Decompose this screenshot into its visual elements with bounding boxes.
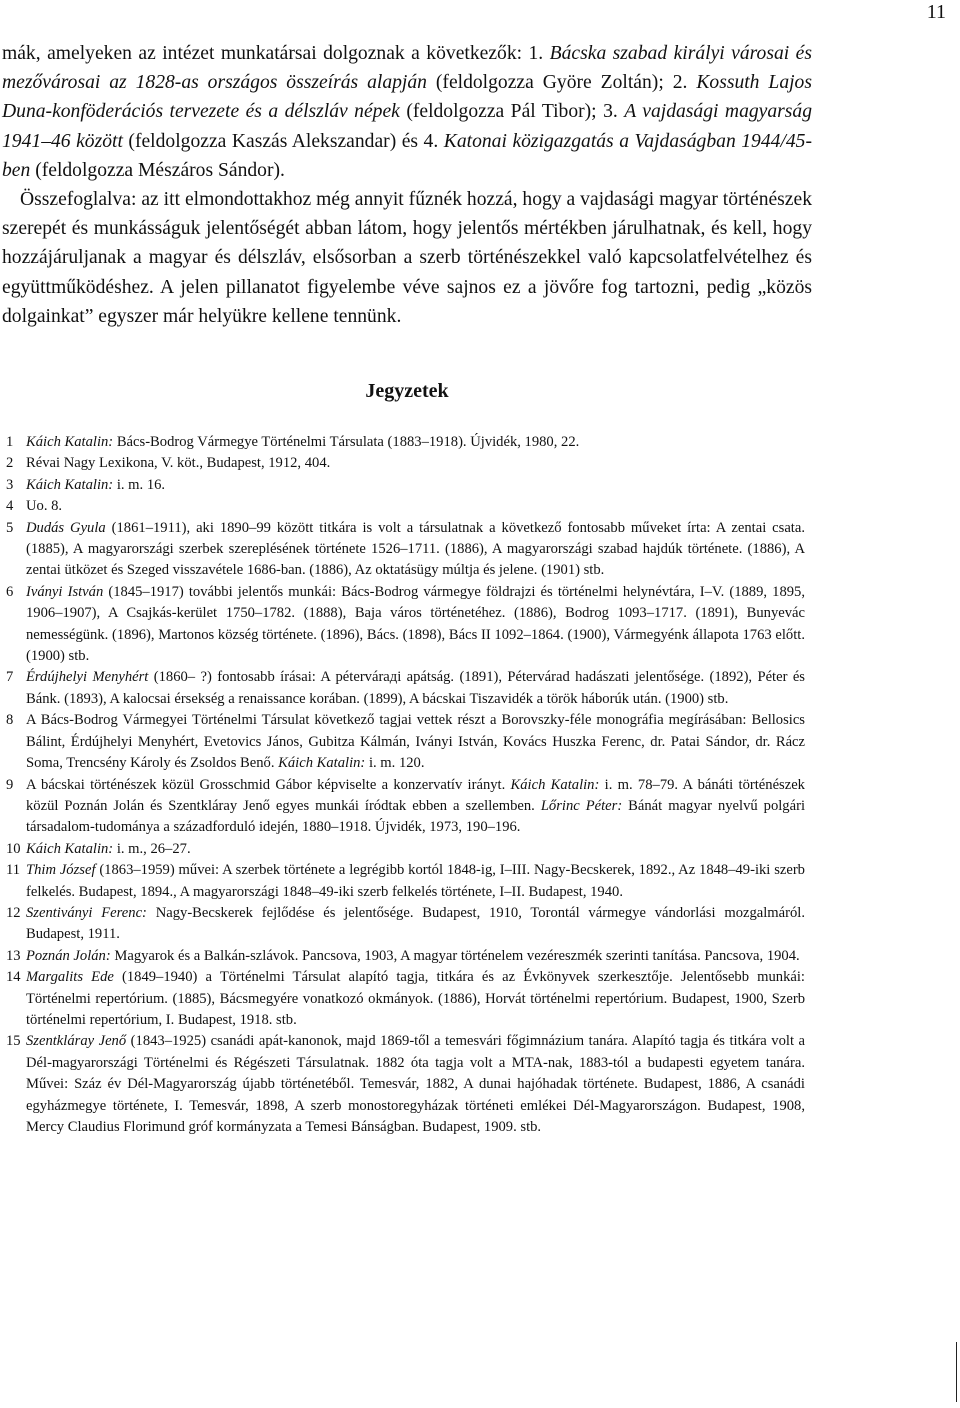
notes-list bbox=[0, 432, 805, 1138]
note-body: i. m., 26–27. bbox=[113, 840, 191, 857]
note-number: 11 bbox=[6, 862, 21, 879]
note-body: Bács-Bodrog Vármegye Történelmi Társulata (1883–1918). Újvidék, 1980, 22. bbox=[113, 434, 580, 450]
note-text bbox=[26, 582, 805, 668]
note-number: 1 bbox=[6, 434, 14, 450]
note-text bbox=[26, 667, 805, 710]
note-number: 2 bbox=[6, 455, 14, 472]
title-italic: A vajdasági magyarság 1941–46 között bbox=[2, 101, 813, 152]
note-author: Szentkláray Jenő bbox=[26, 1033, 127, 1050]
note-item bbox=[0, 710, 805, 774]
note-number: 14 bbox=[6, 969, 21, 986]
note-text bbox=[26, 710, 805, 774]
note-author: Káich Katalin: bbox=[510, 776, 600, 793]
note-body: (1863–1959) művei: A szerbek története a legrégibb kortól 1848-ig, I–III. Nagy-Becskerek, 1892., Az 1848–49-iki szerb felkelés. Budapest, 1894., A magyarországi 1848–49-iki szerb felkelés története, I–II. Budapest, 1940. bbox=[26, 862, 805, 900]
note-body: (1843–1925) csanádi apát-kanonok, majd 1869-től a temesvári főgimnázium tanára. Alapító tagja és titkára volt a Dél-magyarországi Történelmi és Régészeti Társulatnak. 1882 óta tagja volt a MTA-nak, 1883-tól a budapesti egyetem tanára. Művei: Száz év Dél-Magyarország újabb történetéből. Temesvár, 1882, A dunai hajóhadak története. Budapest, 1886, A csanádi egyházmegye története, I. Temesvár, 1898, A szerb monostoregyházak történeti emlékei Dél-Magyarországon. Budapest, 1908, Mercy Claudius Florimund gróf kormányzata a Temesi Bánságban. Budapest, 1909. stb. bbox=[26, 1033, 805, 1135]
margin-line bbox=[956, 1342, 957, 1402]
note-text bbox=[26, 903, 805, 946]
note-text bbox=[26, 518, 805, 582]
note-body: A Bács-Bodrog Vármegyei Történelmi Társulat következő tagjai vettek részt a Borovszky-féle monográfia megírásában: Bellosics Bálint, Érdújhelyi Menyhért, Evetovics János, Gubitza Kálmán, Iványi István, Kovács Huszka Ferenc, dr. Patai Sándor, dr. Rácz Soma, Trencsény Károly és Zsoldos Benő. bbox=[26, 712, 805, 772]
note-text bbox=[26, 860, 805, 903]
note-item bbox=[0, 667, 805, 710]
note-number: 12 bbox=[6, 904, 21, 921]
text-run: (feldolgozza Györe Zoltán); 2. bbox=[426, 72, 697, 94]
note-author: Szentiványi Ferenc: bbox=[26, 904, 147, 921]
note-item bbox=[0, 860, 805, 903]
note-body: i. m. 120. bbox=[365, 755, 425, 772]
note-body: Révai Nagy Lexikona, V. köt., Budapest, 1912, 404. bbox=[26, 455, 331, 472]
note-number: 10 bbox=[6, 840, 21, 857]
note-number: 5 bbox=[6, 519, 14, 536]
text-run: (feldolgozza Kaszás Alekszandar) és 4. bbox=[122, 130, 444, 152]
note-author: Dudás Gyula bbox=[26, 519, 106, 536]
note-text bbox=[26, 946, 805, 967]
note-author: Iványi István bbox=[26, 583, 104, 600]
note-author: Thim József bbox=[26, 862, 96, 879]
title-italic: Bácska szabad királyi városai és mezővárosai az 1828-as országos összeírás alapján bbox=[2, 43, 812, 94]
note-author: Lőrinc Péter: bbox=[540, 797, 623, 814]
note-text bbox=[26, 1031, 805, 1138]
note-text bbox=[26, 775, 805, 839]
note-number: 13 bbox=[6, 947, 21, 964]
note-body: (1861–1911), aki 1890–99 között titkára is volt a társulatnak a következő fontosabb műveket írta: A zentai csata. (1885), A magyarországi szerbek szereplésének története 1526–1711. (1886), A magyarországi szabad hajdúk története. (1886), A zentai ütközet és Szeged visszavétele 1686-ban. (1886), Az oktatásügy múltja és jelene. (1901) stb. bbox=[26, 519, 805, 579]
note-author: Káich Katalin: bbox=[26, 476, 114, 493]
note-body: Bánát magyar nyelvű polgári társadalom-tudománya a századforduló idején, 1880–1918. Újvidék, 1973, 190–196. bbox=[26, 797, 805, 836]
note-number: 4 bbox=[6, 498, 14, 515]
notes-heading: Jegyzetek bbox=[365, 380, 449, 402]
note-item bbox=[0, 582, 805, 668]
note-author: Káich Katalin: bbox=[278, 755, 366, 772]
note-text bbox=[26, 475, 805, 496]
note-body: (1849–1940) a Történelmi Társulat alapító tagja, titkára és az Évkönyvek szerkesztője. Jelentősebb munkái: Történelmi repertórium. (1885), Bácsmegyére vonatkozó okmányok. (1886), Horvát történelmi repertórium. Budapest, 1900, Szerb történelmi repertórium, I. Budapest, 1918. stb. bbox=[26, 969, 805, 1028]
note-item bbox=[0, 432, 805, 453]
note-item bbox=[0, 775, 805, 839]
note-author: Érdújhelyi Menyhért bbox=[26, 669, 149, 686]
title-italic: Kossuth Lajos Duna-konföderációs tervezete és a délszláv népek bbox=[2, 72, 812, 123]
note-item bbox=[0, 518, 805, 582]
note-author: Margalits Ede bbox=[26, 969, 114, 986]
note-item bbox=[0, 946, 805, 967]
note-text bbox=[26, 967, 805, 1031]
note-author: Káich Katalin: bbox=[26, 840, 114, 857]
note-number: 3 bbox=[6, 476, 14, 493]
body-text bbox=[2, 39, 812, 331]
note-item bbox=[0, 839, 805, 860]
note-body: A bácskai történészek közül Grosschmid Gábor képviselte a konzervatív irányt. bbox=[26, 776, 511, 793]
body-paragraph-1 bbox=[2, 39, 812, 185]
text-run: mák, amelyeken az intézet munkatársai dolgoznak a következők: 1. bbox=[2, 43, 550, 64]
note-number: 15 bbox=[6, 1033, 21, 1050]
note-number: 8 bbox=[6, 712, 14, 729]
note-item bbox=[0, 903, 805, 946]
note-item bbox=[0, 475, 805, 496]
note-item bbox=[0, 496, 805, 517]
note-author: Káich Katalin: bbox=[26, 434, 114, 450]
note-text bbox=[26, 453, 805, 474]
note-body: (1860– ?) fontosabb írásai: A pétervárадi apátság. (1891), Pétervárad hadászati jelentősége. (1892), Péter és Bánk. (1893), A kalocsai érsekség a renaissance korában. (1899), A bácskai Tiszavidék a török háborúk után. (1900) stb. bbox=[26, 669, 805, 707]
note-number: 9 bbox=[6, 776, 14, 793]
note-text bbox=[26, 496, 805, 517]
note-number: 7 bbox=[6, 669, 14, 686]
note-body: i. m. 16. bbox=[113, 476, 166, 493]
note-author: Poznán Jolán: bbox=[26, 947, 111, 964]
note-text bbox=[26, 432, 805, 453]
note-item bbox=[0, 453, 805, 474]
text-run: (feldolgozza Mészáros Sándor). bbox=[30, 159, 285, 181]
title-italic: Katonai közigazgatás a Vajdaságban 1944/45-ben bbox=[2, 130, 813, 181]
page-number: 11 bbox=[926, 1, 946, 23]
note-body: Magyarok és a Balkán-szlávok. Pancsova, 1903, A magyar történelem vezéreszmék szerinti tanítása. Pancsova, 1904. bbox=[110, 947, 800, 964]
note-body: Nagy-Becskerek fejlődése és jelentősége. Budapest, 1910, Torontál vármegye vándorlási mozgalmáról. Budapest, 1911. bbox=[26, 904, 805, 943]
body-paragraph-2: Összefoglalva: az itt elmondottakhoz még annyit fűznék hozzá, hogy a vajdasági magyar történészek szerepét és munkásságuk jelentőségét abban látom, hogy jelentős mértékben járulhatnak, és kell, hogy hozzájáruljanak a magyar és délszláv, elsősorban a szerb történészekkel való kapcsolatfelvételhez és együttműködéshez. A jelen pillanatot figyelembe véve sajnos ez a jövőre fog tartozni, pedig „közös dolgainkat” egyszer már helyükre kellene tennünk. bbox=[2, 189, 812, 327]
note-body: (1845–1917) további jelentős munkái: Bács-Bodrog vármegye földrajzi és történelmi helynévtára, I–V. (1889, 1895, 1906–1907), A Csajkás-kerület 1750–1782. (1888), Baja város történetéhez. (1886), Bodrog 1093–1717. (1891), Bunyevác nemességünk. (1896), Martonos község története. (1896), Bács. (1898), Bács II 1092–1864. (1900), Vármegyénk állapota 1763 előtt. (1900) stb. bbox=[26, 583, 805, 665]
note-text bbox=[26, 839, 805, 860]
note-number: 6 bbox=[6, 583, 14, 600]
note-item bbox=[0, 967, 805, 1031]
text-run: (feldolgozza Pál Tibor); 3. bbox=[399, 101, 625, 123]
note-item bbox=[0, 1031, 805, 1138]
note-body: Uo. 8. bbox=[26, 498, 63, 515]
note-body: i. m. 78–79. A bánáti történészek közül Poznán Jolán és Szentkláray Jenő egyes munkái íródtak ebben a szellemben. bbox=[26, 776, 805, 814]
